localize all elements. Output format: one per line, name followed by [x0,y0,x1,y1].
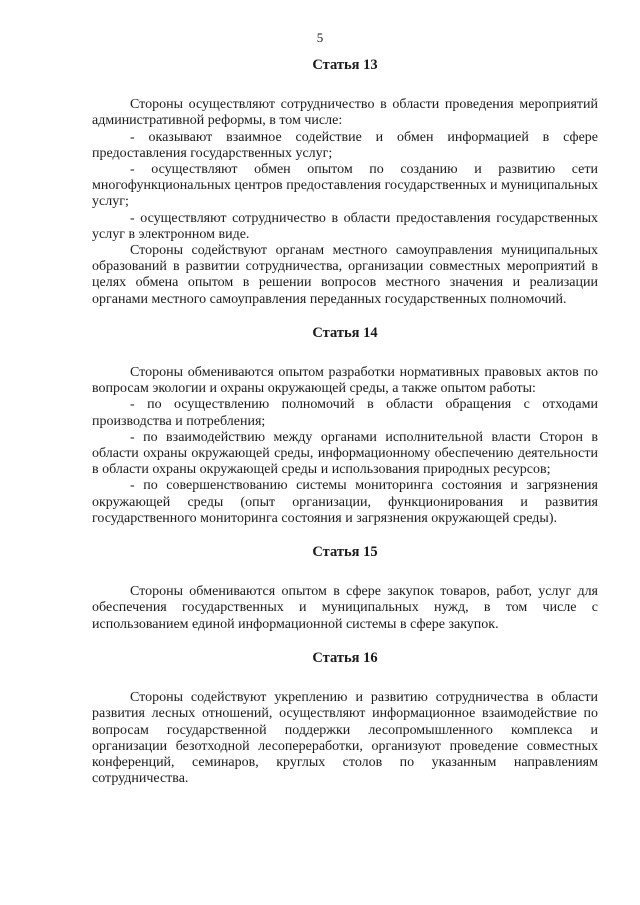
article-title: Статья 13 [312,57,378,73]
list-item: - осуществляют обмен опытом по созданию и развитию сети многофункциональных центров предоставления государственных и муниципальных услуг; [92,162,598,210]
article-15 [92,544,598,633]
list-item: - по совершенствованию системы мониторинга состояния и загрязнения окружающей среды (опыт организации, функционирования и развития государственного мониторинга состояния и загрязнения окружающей среды). [92,478,598,526]
page-number: 5 [316,30,324,45]
article-title: Статья 16 [312,649,378,666]
list-item: - оказывают взаимное содействие и обмен информацией в сфере предоставления государственных услуг; [92,129,598,161]
article-13 [92,57,598,308]
list-item: - осуществляют сотрудничество в области предоставления государственных услуг в электронном виде. [92,210,598,242]
paragraph: Стороны осуществляют сотрудничество в области проведения мероприятий административной реформы, в том числе: [92,97,598,129]
article-title: Статья 14 [312,324,378,341]
paragraph: Стороны обмениваются опытом разработки нормативных правовых актов по вопросам экологии и охраны окружающей среды, а также опытом работы: [92,365,598,397]
article-title: Статья 15 [312,544,378,561]
paragraph: Стороны содействуют укреплению и развитию сотрудничества в области развития лесных отношений, осуществляют информационное взаимодействие по вопросам государственной поддержки лесопромышленного комплекса и организации безотходной лесопереработки, организуют проведение совместных конференций, семинаров, круглых столов по указанным направлениям сотрудничества. [92,690,598,787]
article-14 [92,325,598,527]
paragraph: Стороны обмениваются опытом в сфере закупок товаров, работ, услуг для обеспечения государственных и муниципальных нужд, в том числе с использованием единой информационной системы в сфере закупок. [92,584,598,632]
document-body [92,57,598,804]
paragraph: Стороны содействуют органам местного самоуправления муниципальных образований в развитии сотрудничества, организации совместных мероприятий в целях обмена опытом в решении вопросов местного значения и реализации органами местного самоуправления переданных государственных полномочий. [92,243,598,307]
article-16 [92,650,598,787]
list-item: - по взаимодействию между органами исполнительной власти Сторон в области охраны окружающей среды, информационному обеспечению деятельности в области охраны окружающей среды и использования природных ресурсов; [92,429,598,478]
list-item: - по осуществлению полномочий в области обращения с отходами производства и потребления; [92,397,598,429]
